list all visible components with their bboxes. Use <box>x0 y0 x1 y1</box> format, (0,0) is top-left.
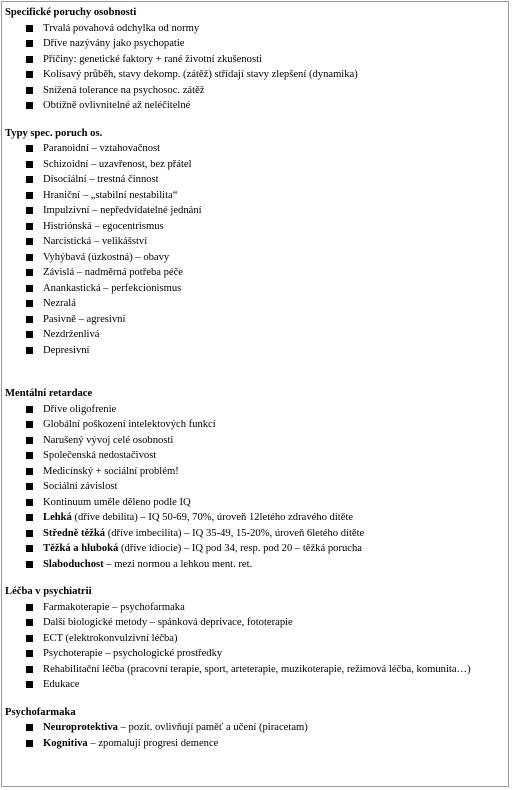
square-bullet-icon <box>26 347 33 354</box>
square-bullet-icon <box>26 666 33 673</box>
square-bullet-icon <box>26 604 33 611</box>
item-text: Narcistická – velikášství <box>43 236 148 247</box>
section-heading: Psychofarmaka <box>5 706 76 718</box>
item-text: Impulzivní – nepředvídatelné jednání <box>43 205 202 216</box>
item-text: Nezdrženlivá <box>43 329 100 340</box>
square-bullet-icon <box>26 406 33 413</box>
list-item <box>5 203 505 219</box>
item-text: Schizoidní – uzavřenost, bez přátel <box>43 158 192 170</box>
item-text: Medicínský + sociální problém! <box>43 465 179 477</box>
square-bullet-icon <box>26 635 33 642</box>
item-text: Obtížně ovlivnitelné až neléčitelné <box>43 100 191 111</box>
bullet-list <box>5 402 505 573</box>
item-text: Hraniční – „stabilní nestabilita“ <box>43 189 178 201</box>
item-text: Nezralá <box>43 298 76 309</box>
list-item <box>5 600 505 616</box>
square-bullet-icon <box>26 331 33 338</box>
section-heading: Léčba v psychiatrii <box>5 586 92 597</box>
item-text: (dříve debilita) – IQ 50-69, 70%, úroveň 12letého zdravého dítěte <box>71 512 354 523</box>
list-item <box>5 464 505 480</box>
list-item <box>5 172 505 188</box>
list-item <box>5 250 505 266</box>
list-item <box>5 631 505 647</box>
document-frame <box>1 1 509 787</box>
list-item <box>5 312 505 328</box>
bullet-list <box>5 141 505 358</box>
item-bold-term: Slaboduchost <box>43 558 104 570</box>
list-item <box>5 98 505 114</box>
section-heading: Specifické poruchy osobnosti <box>5 7 137 18</box>
item-text: Pasivně – agresivní <box>43 313 126 325</box>
item-text: Závislá – nadměrná potřeba péče <box>43 267 184 278</box>
section-heading: Typy spec. poruch os. <box>5 127 103 139</box>
list-item <box>5 662 505 678</box>
item-text: Farmakoterapie – psychofarmaka <box>43 601 185 613</box>
list-item <box>5 52 505 68</box>
square-bullet-icon <box>26 238 33 245</box>
item-text: Paranoidní – vztahovačnost <box>43 143 161 154</box>
square-bullet-icon <box>26 192 33 199</box>
bullet-list <box>5 21 505 114</box>
list-item <box>5 157 505 173</box>
list-item <box>5 479 505 495</box>
square-bullet-icon <box>26 102 33 109</box>
list-item <box>5 402 505 418</box>
item-text: Vyhýbavá (úzkostná) – obavy <box>43 251 170 263</box>
item-text: Kontinuum uměle děleno podle IQ <box>43 496 191 508</box>
square-bullet-icon <box>26 269 33 276</box>
section-psychofarmaka <box>5 705 505 752</box>
item-text: Narušený vývoj celé osobnosti <box>43 434 174 446</box>
square-bullet-icon <box>26 499 33 506</box>
square-bullet-icon <box>26 300 33 307</box>
list-item <box>5 21 505 37</box>
square-bullet-icon <box>26 530 33 537</box>
item-bold-term: Středně těžká <box>43 527 106 539</box>
list-item <box>5 265 505 281</box>
section-mentalni-retardace <box>5 386 505 572</box>
item-text: – pozit. ovlivňují paměť a učení (piracetam) <box>117 722 308 733</box>
item-text: Dříve nazývány jako psychopatie <box>43 38 185 49</box>
square-bullet-icon <box>26 545 33 552</box>
list-item <box>5 327 505 343</box>
list-item <box>5 219 505 235</box>
list-item <box>5 646 505 662</box>
list-item <box>5 417 505 433</box>
bullet-list <box>5 600 505 693</box>
item-text: Trvalá povahová odchylka od normy <box>43 22 200 34</box>
bullet-list <box>5 720 505 751</box>
square-bullet-icon <box>26 561 33 568</box>
list-item <box>5 677 505 693</box>
item-text: Anankastická – perfekcionismus <box>43 282 182 294</box>
item-text: Psychoterapie – psychologické prostředky <box>43 648 223 659</box>
square-bullet-icon <box>26 468 33 475</box>
square-bullet-icon <box>26 285 33 292</box>
list-item <box>5 343 505 359</box>
list-item <box>5 296 505 312</box>
section-lecba-v-psychiatrii <box>5 584 505 693</box>
item-text: Rehabilitační léčba (pracovní terapie, sport, arteterapie, muzikoterapie, režimová léčba, komunita…) <box>43 663 471 675</box>
square-bullet-icon <box>26 681 33 688</box>
item-bold-term: Neuroprotektiva <box>43 722 118 733</box>
list-item <box>5 510 505 526</box>
item-text: Histriónská – egocentrismus <box>43 220 164 232</box>
item-text: (dříve idiocie) – IQ pod 34, resp. pod 20 – těžká porucha <box>118 543 362 554</box>
list-item <box>5 36 505 52</box>
square-bullet-icon <box>26 452 33 459</box>
square-bullet-icon <box>26 87 33 94</box>
square-bullet-icon <box>26 724 33 731</box>
section-typy-spec-poruch-os <box>5 126 505 359</box>
square-bullet-icon <box>26 254 33 261</box>
list-item <box>5 433 505 449</box>
section-heading: Mentální retardace <box>5 388 93 399</box>
list-item <box>5 557 505 573</box>
item-text: Příčiny: genetické faktory + rané životní zkušenosti <box>43 53 262 65</box>
square-bullet-icon <box>26 650 33 657</box>
list-item <box>5 495 505 511</box>
list-item <box>5 541 505 557</box>
list-item <box>5 281 505 297</box>
list-item <box>5 188 505 204</box>
item-text: Dříve oligofrenie <box>43 403 117 415</box>
square-bullet-icon <box>26 421 33 428</box>
list-item <box>5 67 505 83</box>
item-text: Kolísavý průběh, stavy dekomp. (zátěž) střídají stavy zlepšení (dynamika) <box>43 69 358 80</box>
list-item <box>5 736 505 752</box>
square-bullet-icon <box>26 40 33 47</box>
item-bold-term: Lehká <box>43 512 72 523</box>
list-item <box>5 83 505 99</box>
item-text: Edukace <box>43 679 80 690</box>
square-bullet-icon <box>26 437 33 444</box>
list-item <box>5 234 505 250</box>
item-bold-term: Těžká a hluboká <box>43 543 119 554</box>
square-bullet-icon <box>26 207 33 214</box>
square-bullet-icon <box>26 56 33 63</box>
item-text: Sociální závislost <box>43 481 118 492</box>
item-text: (dříve imbecilita) – IQ 35-49, 15-20%, úroveň 6letého dítěte <box>105 527 365 539</box>
square-bullet-icon <box>26 619 33 626</box>
square-bullet-icon <box>26 25 33 32</box>
item-text: Společenská nedostačivost <box>43 450 157 461</box>
item-text: – mezi normou a lehkou ment. ret. <box>103 558 253 570</box>
item-text: Další biologické metody – spánková deprivace, fototerapie <box>43 617 293 628</box>
square-bullet-icon <box>26 161 33 168</box>
square-bullet-icon <box>26 316 33 323</box>
square-bullet-icon <box>26 223 33 230</box>
item-text: – zpomalují progresi demence <box>87 737 219 749</box>
item-bold-term: Kognitiva <box>43 737 88 749</box>
list-item <box>5 448 505 464</box>
section-specificke-poruchy-osobnosti <box>5 5 505 114</box>
item-text: Globální poškození intelektových funkcí <box>43 419 216 430</box>
square-bullet-icon <box>26 483 33 490</box>
document-content <box>5 5 505 751</box>
item-text: Snížená tolerance na psychosoc. zátěž <box>43 84 205 96</box>
item-text: Disociální – trestná činnost <box>43 174 159 185</box>
list-item <box>5 526 505 542</box>
square-bullet-icon <box>26 514 33 521</box>
square-bullet-icon <box>26 145 33 152</box>
list-item <box>5 615 505 631</box>
item-text: Depresivní <box>43 344 90 356</box>
list-item <box>5 720 505 736</box>
item-text: ECT (elektrokonvulzivní léčba) <box>43 632 178 644</box>
square-bullet-icon <box>26 71 33 78</box>
list-item <box>5 141 505 157</box>
square-bullet-icon <box>26 740 33 747</box>
square-bullet-icon <box>26 176 33 183</box>
